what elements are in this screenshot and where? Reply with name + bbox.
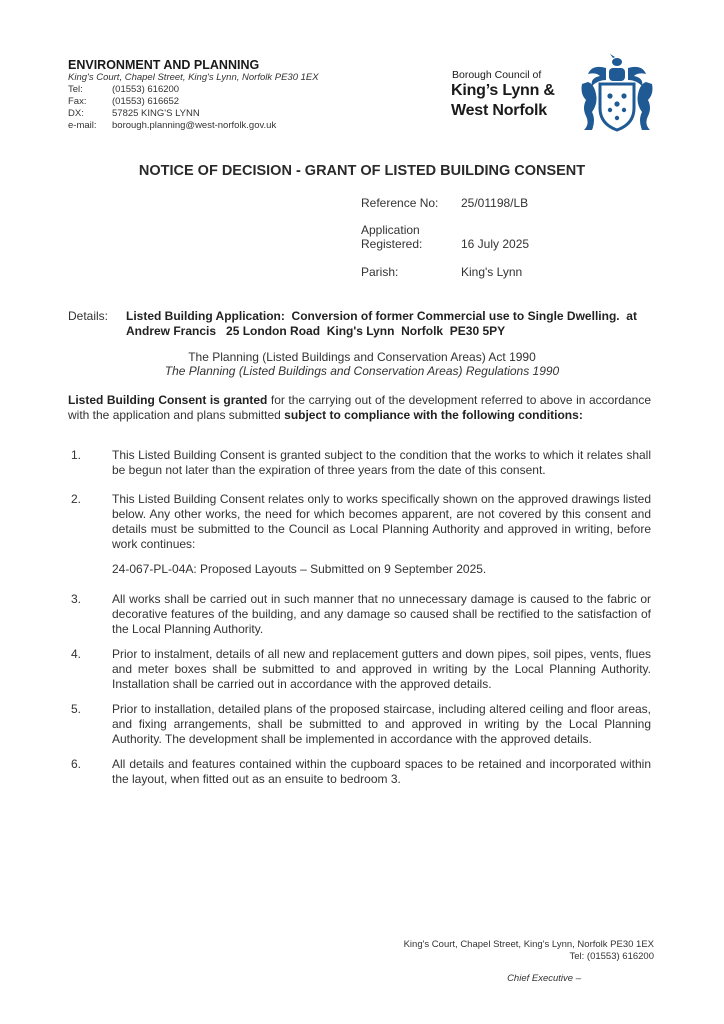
parish-value: King's Lynn: [461, 265, 523, 279]
regulations-title: The Planning (Listed Buildings and Conservation Areas) Regulations 1990: [164, 364, 560, 378]
council-name-line1: King’s Lynn &: [451, 82, 555, 99]
contact-label: Fax:: [68, 96, 87, 107]
condition-number: 1.: [71, 448, 82, 462]
act-title: The Planning (Listed Buildings and Conservation Areas) Act 1990: [188, 350, 536, 364]
parish-row: [361, 265, 522, 279]
contact-value: (01553) 616200: [112, 84, 180, 95]
registered-row: [361, 237, 529, 251]
decision-middle: for the carrying out of the development referred to above in accordance with the application and plans submitted: [68, 393, 651, 422]
contact-label: Tel:: [68, 84, 83, 95]
details-line-2: Andrew Francis 25 London Road King's Lynn Norfolk PE30 5PY: [126, 324, 506, 338]
registered-value: 16 July 2025: [461, 237, 530, 251]
details-label: Details:: [68, 309, 109, 323]
contact-fax: [68, 96, 179, 107]
contact-email: [68, 120, 276, 131]
details-line-1: Listed Building Application: Conversion of former Commercial use to Single Dwelling. at: [126, 309, 637, 323]
contact-value: borough.planning@west-norfolk.gov.uk: [112, 120, 277, 131]
contact-value: 57825 KING'S LYNN: [112, 108, 200, 119]
reference-label: Reference No:: [361, 196, 439, 210]
decision-granted: Listed Building Consent is granted: [68, 393, 268, 407]
condition-text: This Listed Building Consent is granted subject to the condition that the works to which it relates shall be begun not later than the expiration of three years from the date of this consent.: [112, 448, 651, 477]
department-title: ENVIRONMENT AND PLANNING: [68, 58, 260, 72]
details-text: [126, 309, 666, 339]
condition-number: 4.: [71, 647, 82, 661]
coat-of-arms-icon: [578, 54, 656, 134]
contact-dx: [68, 108, 200, 119]
approved-drawing: 24-067-PL-04A: Proposed Layouts – Submitted on 9 September 2025.: [112, 562, 487, 576]
condition-text: This Listed Building Consent relates only to works specifically shown on the approved drawings listed below. Any other works, the need for which becomes apparent, are not covered by this consent and details must be submitted to the Council as Local Planning Authority and approved in writing, before work continues:: [112, 492, 651, 551]
condition-number: 3.: [71, 592, 82, 606]
contact-label: DX:: [68, 108, 84, 119]
contact-label: e-mail:: [68, 120, 97, 131]
condition-number: 2.: [71, 492, 82, 506]
decision-paragraph: [68, 393, 651, 423]
council-name-line2: West Norfolk: [451, 102, 547, 119]
registered-label: Registered:: [361, 237, 423, 251]
footer-address: King's Court, Chapel Street, King's Lynn, Norfolk PE30 1EX: [403, 939, 654, 950]
condition-number: 5.: [71, 702, 82, 716]
condition-text: Prior to instalment, details of all new and replacement gutters and down pipes, soil pipes, vents, flues and meter boxes shall be submitted to and approved in writing by the Local Planning Authority. Installation shall be carried out in accordance with the approved details.: [112, 647, 651, 691]
condition-number: 6.: [71, 757, 82, 771]
notice-title: NOTICE OF DECISION - GRANT OF LISTED BUILDING CONSENT: [138, 163, 586, 179]
registered-label-1: Application: [361, 223, 420, 237]
contact-tel: [68, 84, 179, 95]
decision-conditions: subject to compliance with the following conditions:: [284, 408, 583, 422]
reference-row: [361, 196, 528, 210]
condition-text: Prior to installation, detailed plans of the proposed staircase, including altered ceiling and floor areas, and fixing arrangements, shall be submitted to and approved in writing by the Local Planning Authority. The development shall be implemented in accordance with the approved details.: [112, 702, 651, 746]
reference-value: 25/01198/LB: [461, 196, 529, 210]
council-prefix: Borough Council of: [452, 69, 542, 81]
department-address: King's Court, Chapel Street, King's Lynn, Norfolk PE30 1EX: [68, 72, 319, 83]
condition-text: All details and features contained within the cupboard spaces to be retained and incorporated within the layout, when fitted out as an ensuite to bedroom 3.: [112, 757, 651, 786]
parish-label: Parish:: [361, 265, 399, 279]
footer-tel: Tel: (01553) 616200: [569, 951, 654, 962]
condition-text: All works shall be carried out in such manner that no unnecessary damage is caused to the fabric or decorative features of the building, and any damage so caused shall be rectified to the satisfaction of the Local Planning Authority.: [112, 592, 651, 636]
footer-chief-executive: Chief Executive –: [507, 973, 581, 984]
contact-value: (01553) 616652: [112, 96, 180, 107]
